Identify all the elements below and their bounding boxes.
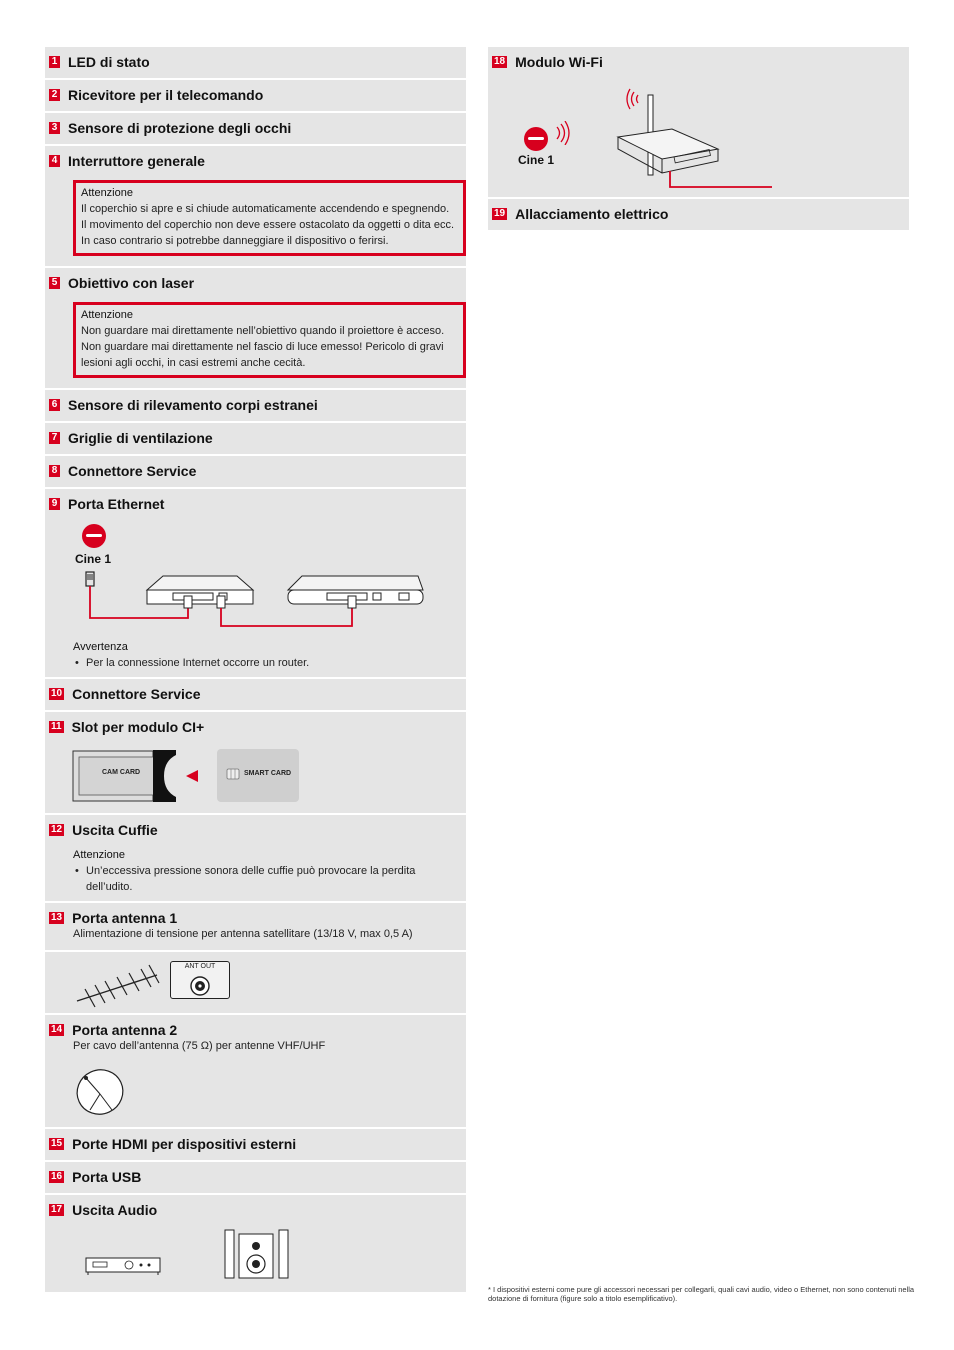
item-title: Allacciamento elettrico — [515, 206, 669, 222]
item-number: 14 — [51, 1024, 63, 1035]
item-number: 7 — [49, 432, 60, 444]
warning-box — [73, 180, 466, 256]
item-6 — [45, 390, 466, 423]
item-number: 6 — [49, 399, 60, 411]
device-label: Cine 1 — [518, 153, 555, 167]
item-number: 2 — [49, 89, 60, 101]
item-number: 9 — [49, 498, 60, 510]
item-13-figure — [45, 952, 466, 1015]
item-15 — [45, 1129, 466, 1162]
note-title: Attenzione — [73, 849, 125, 861]
audio-receiver-icon — [85, 1256, 161, 1276]
item-5 — [45, 268, 466, 390]
note-title: Avvertenza — [73, 641, 128, 653]
warning-title: Attenzione — [81, 309, 133, 321]
item-10 — [45, 679, 466, 712]
item-2 — [45, 80, 466, 113]
item-number: 13 — [51, 912, 63, 923]
speakers-icon — [223, 1226, 293, 1280]
item-number: 10 — [51, 688, 63, 699]
item-title: Connettore Service — [68, 463, 197, 479]
item-number: 15 — [51, 1138, 63, 1149]
device-label: Cine 1 — [75, 552, 112, 566]
footnote: * I dispositivi esterni come pure gli accessori necessari per collegarli, quali cavi audio, video o Ethernet, non sono contenuti nella dotazione di fornitura (figure solo a titolo esemplificativo). — [488, 1285, 915, 1303]
item-title: Porta Ethernet — [68, 496, 165, 512]
item-16 — [45, 1162, 466, 1195]
item-number: 16 — [51, 1171, 63, 1182]
item-9 — [45, 489, 466, 679]
item-number: 17 — [51, 1204, 63, 1215]
ant-out-label: ANT OUT — [184, 963, 216, 970]
item-title: Ricevitore per il telecomando — [68, 87, 264, 103]
item-title: Interruttore generale — [68, 153, 205, 169]
item-number: 19 — [494, 208, 506, 219]
item-18 — [488, 47, 909, 199]
cam-card-icon — [72, 749, 182, 803]
satellite-dish-icon — [72, 1066, 128, 1118]
item-17 — [45, 1195, 466, 1294]
item-title: LED di stato — [68, 54, 150, 70]
item-title: Obiettivo con laser — [68, 275, 195, 291]
item-1 — [45, 47, 466, 80]
coax-socket-icon — [189, 975, 211, 997]
yagi-antenna-icon — [73, 961, 163, 1009]
cam-card-label: CAM CARD — [102, 769, 141, 776]
item-number: 5 — [49, 277, 60, 289]
item-title: Porta antenna 2 — [72, 1022, 178, 1038]
item-14 — [45, 1015, 466, 1129]
item-11 — [45, 712, 466, 815]
item-title: Uscita Cuffie — [72, 822, 158, 838]
wifi-signal-icon — [554, 121, 570, 145]
item-title: Sensore di rilevamento corpi estranei — [68, 397, 318, 413]
leica-logo-icon — [524, 127, 548, 151]
item-12 — [45, 815, 466, 903]
item-number: 18 — [494, 56, 506, 67]
item-title: Slot per modulo CI+ — [71, 719, 205, 735]
right-column — [488, 47, 909, 232]
warning-title: Attenzione — [81, 187, 133, 199]
item-title: Sensore di protezione degli occhi — [68, 120, 292, 136]
smart-card-label: SMART CARD — [244, 770, 292, 777]
note-bullet: • Per la connessione Internet occorre un router. — [73, 655, 458, 671]
item-3 — [45, 113, 466, 146]
item-title: Griglie di ventilazione — [68, 430, 213, 446]
item-number: 4 — [49, 155, 60, 167]
ci-figure — [72, 749, 458, 805]
item-subtitle: Per cavo dell’antenna (75 Ω) per antenne VHF/UHF — [73, 1040, 326, 1052]
item-8 — [45, 456, 466, 489]
item-4 — [45, 146, 466, 268]
note-bullet: • Un’eccessiva pressione sonora delle cuffie può provocare la perdita dell’udito. — [73, 863, 458, 895]
warning-text: Il coperchio si apre e si chiude automaticamente accendendo e spegnendo. Il movimento del coperchio non deve essere ostacolato da oggetti o dita ecc. In caso contrario si potrebbe danneggiare il dispositivo o ferirsi. — [81, 203, 455, 247]
item-number: 8 — [49, 465, 60, 477]
item-title: Porta USB — [72, 1169, 142, 1185]
item-19 — [488, 199, 909, 232]
item-number: 11 — [51, 721, 62, 732]
item-subtitle: Alimentazione di tensione per antenna satellitare (13/18 V, max 0,5 A) — [73, 928, 413, 940]
item-13 — [45, 903, 466, 952]
left-column — [45, 47, 466, 1294]
chip-icon — [225, 768, 241, 780]
item-title: Porte HDMI per dispositivi esterni — [72, 1136, 297, 1152]
leica-logo-icon — [82, 524, 106, 548]
item-title: Modulo Wi-Fi — [515, 54, 603, 70]
item-title: Uscita Audio — [72, 1202, 158, 1218]
ethernet-figure — [73, 520, 458, 640]
item-number: 1 — [49, 56, 60, 68]
wifi-router-icon — [612, 87, 792, 197]
item-title: Connettore Service — [72, 686, 201, 702]
arrow-left-icon — [184, 768, 200, 784]
item-number: 12 — [51, 824, 63, 835]
ethernet-diagram-icon — [73, 568, 453, 648]
item-number: 3 — [49, 122, 60, 134]
warning-text: Non guardare mai direttamente nell’obiettivo quando il proiettore è acceso. Non guardare mai direttamente nel fascio di luce emesso! Pericolo di gravi lesioni agli occhi, in casi estremi anche cecità. — [81, 325, 445, 369]
item-7 — [45, 423, 466, 456]
audio-figure — [73, 1226, 458, 1286]
note-block — [73, 848, 458, 895]
item-title: Porta antenna 1 — [72, 910, 178, 926]
warning-box — [73, 302, 466, 378]
